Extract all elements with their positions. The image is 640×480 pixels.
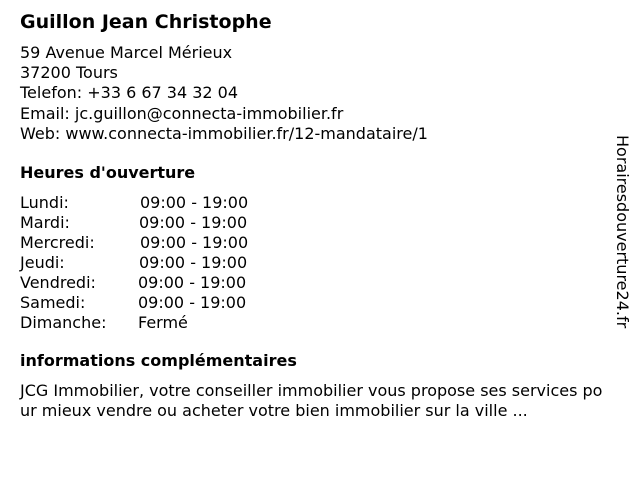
address-city: 37200 Tours	[20, 63, 118, 83]
additional-info-heading: informations complémentaires	[20, 351, 297, 371]
hours-time: 09:00 - 19:00	[140, 193, 249, 213]
hours-day: Mardi:	[20, 213, 70, 233]
hours-day: Jeudi:	[20, 253, 65, 273]
opening-hours-table	[20, 193, 620, 333]
hours-row	[20, 233, 620, 253]
hours-time: 09:00 - 19:00	[138, 273, 247, 293]
hours-day: Dimanche:	[20, 313, 107, 333]
hours-row	[20, 313, 620, 333]
hours-day: Samedi:	[20, 293, 86, 313]
opening-hours-heading: Heures d'ouverture	[20, 163, 196, 183]
hours-day: Lundi:	[20, 193, 69, 213]
hours-time: 09:00 - 19:00	[139, 253, 248, 273]
hours-row	[20, 293, 620, 313]
address-street: 59 Avenue Marcel Mérieux	[20, 43, 233, 62]
hours-row	[20, 273, 620, 293]
additional-info-text: JCG Immobilier, votre conseiller immobilier vous propose ses services pour mieux vendre ou acheter votre bien immobilier sur la ville ...	[20, 381, 603, 421]
business-card	[20, 10, 620, 421]
hours-time: 09:00 - 19:00	[140, 233, 249, 253]
hours-row	[20, 253, 620, 273]
contact-block	[20, 43, 620, 144]
site-watermark: Horairesdouverture24.fr	[613, 135, 632, 329]
hours-time: 09:00 - 19:00	[138, 293, 247, 313]
hours-day: Vendredi:	[20, 273, 96, 293]
hours-row	[20, 193, 620, 213]
email-line: Email: jc.guillon@connecta-immobilier.fr	[20, 103, 344, 123]
hours-time: Fermé	[138, 313, 188, 333]
business-name: Guillon Jean Christophe	[20, 11, 272, 33]
hours-time: 09:00 - 19:00	[139, 213, 248, 233]
hours-day: Mercredi:	[20, 233, 95, 253]
web-line: Web: www.connecta-immobilier.fr/12-mandataire/1	[20, 123, 428, 143]
hours-row	[20, 213, 620, 233]
phone-line: Telefon: +33 6 67 34 32 04	[20, 83, 239, 103]
